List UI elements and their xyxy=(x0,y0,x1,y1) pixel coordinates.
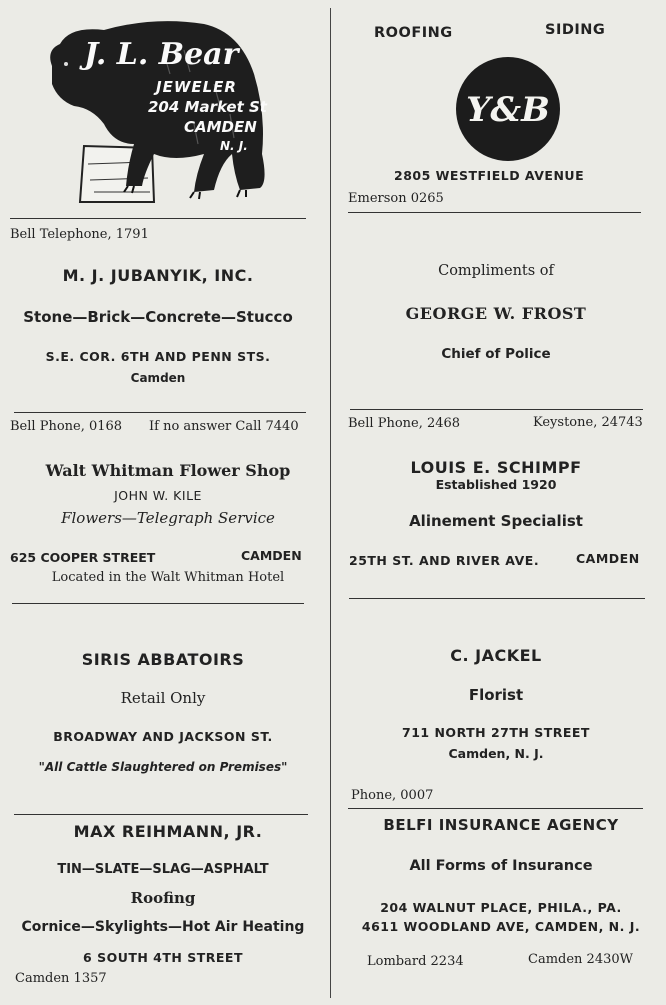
divider xyxy=(348,808,643,809)
bear-logo-state: N. J. xyxy=(220,139,248,153)
reihmann-materials: TIN—SLATE—SLAG—ASPHALT xyxy=(57,862,269,877)
jackel-name: C. JACKEL xyxy=(450,646,542,665)
bear-logo-camden: CAMDEN xyxy=(184,118,257,136)
belfi-tagline: All Forms of Insurance xyxy=(409,858,593,874)
yb-roofing: ROOFING xyxy=(374,25,453,41)
siris-address: BROADWAY AND JACKSON ST. xyxy=(53,729,273,744)
siris-quote: "All Cattle Slaughtered on Premises" xyxy=(38,760,288,774)
reihmann-phone: Camden 1357 xyxy=(15,971,107,986)
frost-phone: Bell Phone, 2468 xyxy=(348,416,461,431)
divider xyxy=(348,212,641,213)
yb-phone: Emerson 0265 xyxy=(348,191,444,206)
jackel-city: Camden, N. J. xyxy=(448,746,544,761)
divider xyxy=(349,598,645,599)
frost-compliments: Compliments of xyxy=(438,263,554,279)
jubanyik-services: Stone—Brick—Concrete—Stucco xyxy=(23,308,293,326)
schimpf-established: Established 1920 xyxy=(435,477,557,492)
yb-siding: SIDING xyxy=(545,22,606,38)
divider xyxy=(10,218,306,219)
bear-logo-address: 204 Market St xyxy=(148,98,267,116)
belfi-address-1: 204 WALNUT PLACE, PHILA., PA. xyxy=(380,900,622,915)
divider xyxy=(350,409,643,410)
jackel-trade: Florist xyxy=(468,686,524,704)
divider xyxy=(14,814,308,815)
jackel-address: 711 NORTH 27TH STREET xyxy=(402,725,590,740)
jubanyik-alt-phone: If no answer Call 7440 xyxy=(149,419,299,434)
yb-address: 2805 WESTFIELD AVENUE xyxy=(394,168,585,183)
reihmann-roofing: Roofing xyxy=(130,889,196,907)
divider xyxy=(12,603,304,604)
yb-logo xyxy=(454,55,562,163)
bear-phone: Bell Telephone, 1791 xyxy=(10,227,149,242)
schimpf-city: CAMDEN xyxy=(576,551,640,566)
reihmann-name: MAX REIHMANN, JR. xyxy=(73,822,263,841)
whitman-services: Flowers—Telegraph Service xyxy=(61,509,275,527)
jubanyik-name: M. J. JUBANYIK, INC. xyxy=(62,266,254,285)
siris-tagline: Retail Only xyxy=(120,689,206,707)
whitman-name: Walt Whitman Flower Shop xyxy=(45,461,291,480)
reihmann-services: Cornice—Skylights—Hot Air Heating xyxy=(21,919,305,935)
belfi-phone: Lombard 2234 xyxy=(367,954,464,969)
jubanyik-phone: Bell Phone, 0168 xyxy=(10,419,123,434)
column-divider xyxy=(330,8,331,998)
jubanyik-address: S.E. COR. 6TH AND PENN STS. xyxy=(45,349,271,364)
schimpf-address: 25TH ST. AND RIVER AVE. xyxy=(349,553,540,568)
bear-logo-name: J. L. Bear xyxy=(84,37,239,72)
whitman-owner: JOHN W. KILE xyxy=(114,488,202,503)
siris-name: SIRIS ABBATOIRS xyxy=(81,650,245,669)
yb-logo-text: Y&B xyxy=(466,90,550,130)
jackel-phone: Phone, 0007 xyxy=(351,788,434,803)
reihmann-address: 6 SOUTH 4TH STREET xyxy=(83,950,243,965)
frost-name: GEORGE W. FROST xyxy=(405,304,587,323)
belfi-alt-phone: Camden 2430W xyxy=(528,952,633,967)
bear-logo xyxy=(44,14,276,204)
whitman-location: Located in the Walt Whitman Hotel xyxy=(51,570,285,585)
whitman-address: 625 COOPER STREET xyxy=(10,550,156,565)
frost-alt-phone: Keystone, 24743 xyxy=(533,415,643,430)
whitman-city: CAMDEN xyxy=(241,548,302,563)
belfi-name: BELFI INSURANCE AGENCY xyxy=(383,816,619,834)
divider xyxy=(14,412,306,413)
belfi-address-2: 4611 WOODLAND AVE, CAMDEN, N. J. xyxy=(361,919,641,934)
bear-logo-jeweler: JEWELER xyxy=(156,78,237,96)
schimpf-name: LOUIS E. SCHIMPF xyxy=(410,458,582,477)
frost-title: Chief of Police xyxy=(441,346,551,362)
schimpf-specialty: Alinement Specialist xyxy=(409,512,583,530)
jubanyik-city: Camden xyxy=(130,371,186,385)
